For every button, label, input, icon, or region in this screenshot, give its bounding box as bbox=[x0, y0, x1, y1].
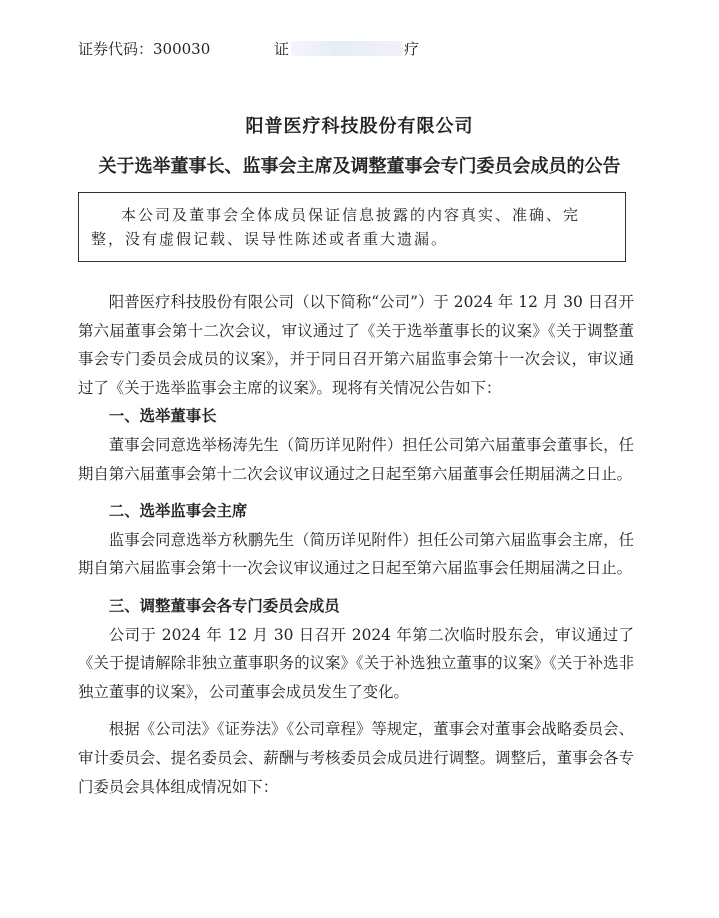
disclaimer-box bbox=[78, 192, 626, 262]
announcement-body bbox=[78, 288, 634, 801]
section-paragraph: 监事会同意选举方秋鹏先生（简历详见附件）担任公司第六届监事会主席，任期自第六届监事会第十一次会议审议通过之日起至第六届监事会任期届满之日止。 bbox=[78, 530, 634, 578]
securities-abbr-end: 疗 bbox=[404, 40, 420, 58]
intro-paragraph: 阳普医疗科技股份有限公司（以下简称“公司”）于 2024 年 12 月 30 日召开第六届董事会第十二次会议，审议通过了《关于选举董事长的议案》《关于调整董事会专门委员会成员的议案》，并于同日召开第六届监事会第十一次会议，审议通过了《关于选举监事会主席的议案》。现将有关情况公告如下： bbox=[78, 293, 634, 397]
section-heading-supervisory-chair: 二、选举监事会主席 bbox=[108, 502, 248, 521]
section-heading-committees: 三、调整董事会各专门委员会成员 bbox=[108, 596, 340, 615]
notice-title: 关于选举董事长、监事会主席及调整董事会专门委员会成员的公告 bbox=[98, 156, 621, 177]
section-paragraph: 根据《公司法》《证券法》《公司章程》等规定，董事会对董事会战略委员会、审计委员会、提名委员会、薪酬与考核委员会成员进行调整。调整后，董事会各专门委员会具体组成情况如下： bbox=[78, 720, 634, 796]
company-title: 阳普医疗科技股份有限公司 bbox=[245, 116, 474, 137]
securities-abbr-start: 证 bbox=[274, 40, 290, 58]
section-paragraph: 董事会同意选举杨涛先生（简历详见附件）担任公司第六届董事会董事长，任期自第六届董事会第十二次会议审议通过之日起至第六届董事会任期届满之日止。 bbox=[78, 435, 634, 483]
securities-code: 证券代码：300030 bbox=[78, 40, 211, 58]
section-heading-chairman: 一、选举董事长 bbox=[108, 407, 217, 426]
redacted-abbr bbox=[291, 41, 403, 56]
header-line bbox=[78, 38, 638, 60]
disclaimer-text: 本公司及董事会全体成员保证信息披露的内容真实、准确、完整，没有虚假记载、误导性陈述或者重大遗漏。 bbox=[91, 206, 581, 248]
section-paragraph: 公司于 2024 年 12 月 30 日召开 2024 年第二次临时股东会，审议通过了《关于提请解除非独立董事职务的议案》《关于补选独立董事的议案》《关于补选非独立董事的议案》，公司董事会成员发生了变化。 bbox=[78, 625, 634, 701]
